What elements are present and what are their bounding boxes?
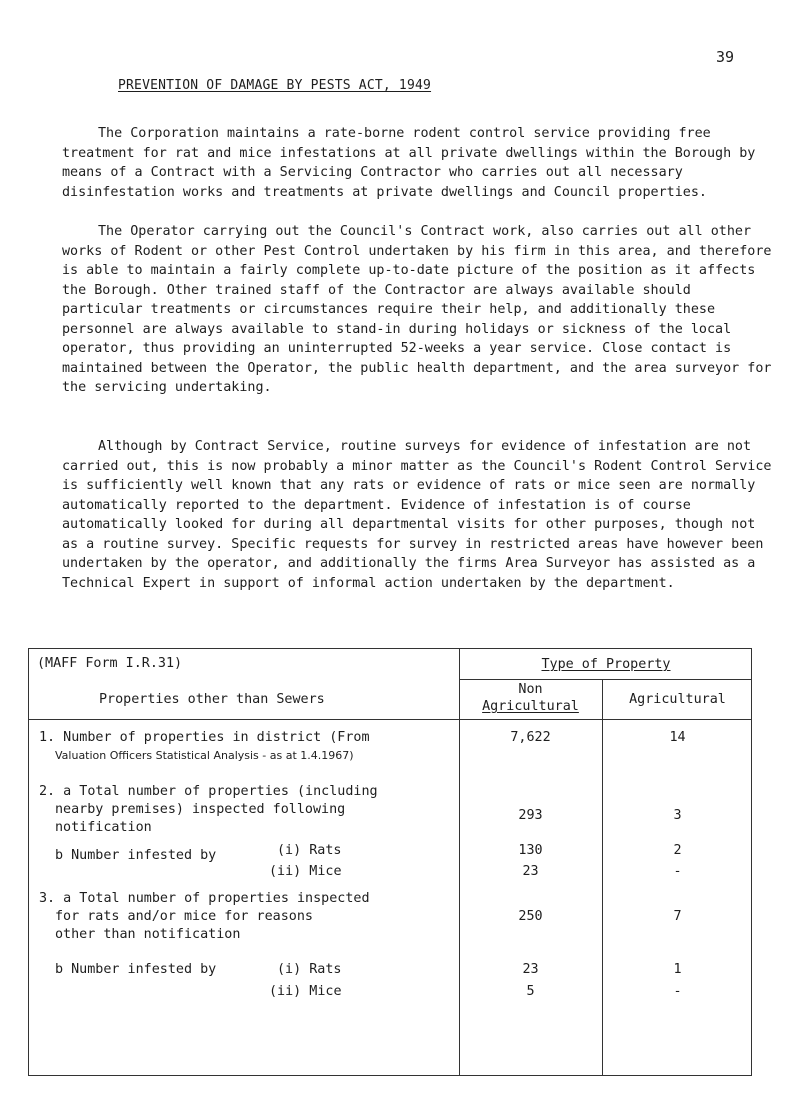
paragraph-surveys: Although by Contract Service, routine surveys for evidence of infestation are not carried out, this is now probably a minor matter as the Council's Rodent Control Service is sufficiently well known that any rats or evidence of rats or mice seen are normally automatically reported to the department. Evidence of infestation is of course automatically looked for during all departmental visits for other purposes, though not as a routine survey. Specific requests for survey in restricted areas have however been undertaken by the operator, and additionally the firms Area Surveyor has assisted as a Technical Expert in support of informal action undertaken by the department. bbox=[62, 439, 772, 591]
paragraph-operator: The Operator carrying out the Council's Contract work, also carries out all other works of Rodent or other Pest Control undertaken by his firm in this area, and therefore is able to maintain a fairly complete up-to-date picture of the position as it affects the Borough. Other trained staff of the Contractor are always available should particular treatments or circumstances require their help, and additionally these personnel are always available to stand-in during holidays or sickness of the local operator, thus providing an uninterrupted 52-weeks a year service. Close contact is maintained between the Operator, the public health department, and the area surveyor for the servicing undertaking. bbox=[62, 224, 772, 395]
row2b-mice-non-agricultural: 23 bbox=[522, 864, 539, 879]
row2b-rats-label: (i) Rats bbox=[277, 843, 342, 858]
paragraph-service: The Corporation maintains a rate-borne rodent control service providing free treatment for rat and mice infestations at all private dwellings within the Borough by means of a Contract with a Servicing Contractor who carries out all necessary disinfestation works and treatments at private dwellings and Council properties. bbox=[62, 126, 756, 200]
row3b-rats-label: (i) Rats bbox=[277, 962, 342, 977]
row3b-mice-non-agricultural: 5 bbox=[526, 984, 535, 999]
row1-non-agricultural: 7,622 bbox=[510, 730, 551, 745]
row3b-mice-agricultural: - bbox=[673, 984, 682, 999]
page-number: 39 bbox=[716, 48, 735, 66]
non-agricultural-header-line1: Non bbox=[518, 682, 543, 697]
row1-label: 1. Number of properties in district (From bbox=[39, 730, 370, 745]
row3b-rats-non-agricultural: 23 bbox=[522, 962, 539, 977]
row3a-label: for rats and/or mice for reasons bbox=[55, 909, 313, 924]
header-divider bbox=[29, 719, 751, 720]
header-divider bbox=[459, 679, 751, 680]
row2a-label: notification bbox=[55, 820, 152, 835]
left-column-header: Properties other than Sewers bbox=[99, 692, 325, 707]
row3a-label: 3. a Total number of properties inspected bbox=[39, 891, 370, 906]
row2a-label: 2. a Total number of properties (including bbox=[39, 784, 378, 799]
row3a-non-agricultural: 250 bbox=[518, 909, 543, 924]
row3b-mice-label: (ii) Mice bbox=[269, 984, 342, 999]
row2b-label: b Number infested by bbox=[55, 848, 217, 863]
non-agricultural-header-line2: Agricultural bbox=[482, 699, 579, 714]
row2b-rats-non-agricultural: 130 bbox=[518, 843, 543, 858]
row2a-label: nearby premises) inspected following bbox=[55, 802, 346, 817]
section-heading: PREVENTION OF DAMAGE BY PESTS ACT, 1949 bbox=[118, 78, 432, 93]
row3b-rats-agricultural: 1 bbox=[673, 962, 682, 977]
infestation-table bbox=[28, 648, 752, 1076]
row3b-label: b Number infested by bbox=[55, 962, 217, 977]
row2a-agricultural: 3 bbox=[673, 808, 682, 823]
row3a-agricultural: 7 bbox=[673, 909, 682, 924]
row2b-rats-agricultural: 2 bbox=[673, 843, 682, 858]
row2b-mice-agricultural: - bbox=[673, 864, 682, 879]
row3a-label: other than notification bbox=[55, 927, 241, 942]
row2b-mice-label: (ii) Mice bbox=[269, 864, 342, 879]
form-reference: (MAFF Form I.R.31) bbox=[37, 656, 183, 671]
row2a-non-agricultural: 293 bbox=[518, 808, 543, 823]
row1-label-source: Valuation Officers Statistical Analysis - as at 1.4.1967) bbox=[55, 749, 354, 762]
row1-agricultural: 14 bbox=[669, 730, 686, 745]
agricultural-header: Agricultural bbox=[629, 692, 726, 707]
type-of-property-header: Type of Property bbox=[541, 657, 671, 672]
